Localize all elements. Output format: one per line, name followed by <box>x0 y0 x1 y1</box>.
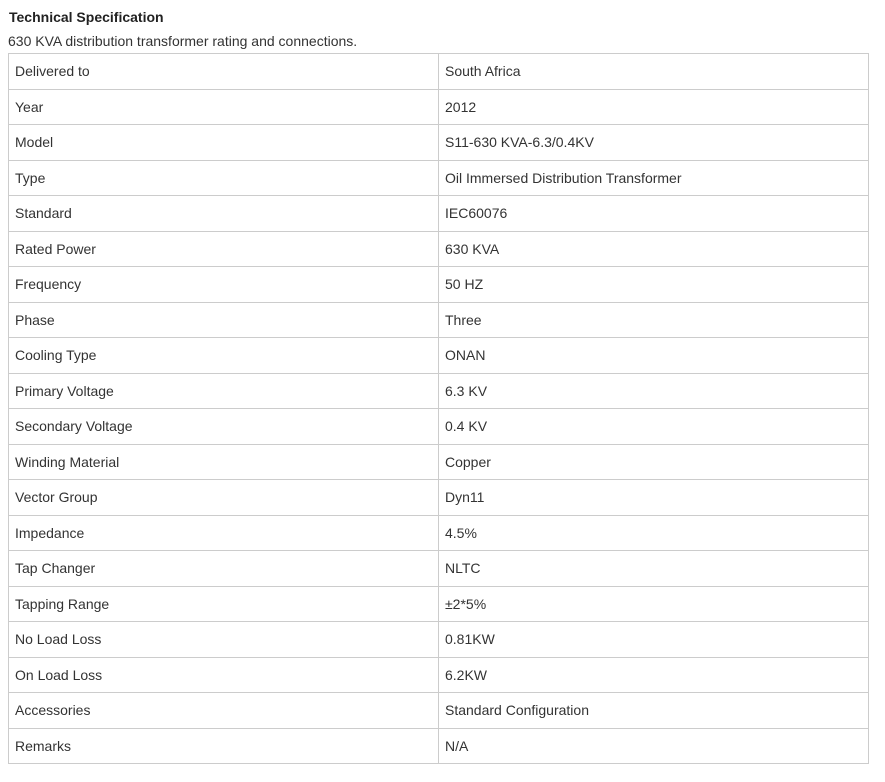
row-value: N/A <box>439 728 869 764</box>
row-value: Standard Configuration <box>439 693 869 729</box>
table-caption: 630 KVA distribution transformer rating and connections. <box>8 33 358 49</box>
table-row <box>9 196 869 232</box>
table-row <box>9 338 869 374</box>
table-row <box>9 89 869 125</box>
row-label: Rated Power <box>9 231 439 267</box>
table-row <box>9 231 869 267</box>
row-value: ±2*5% <box>439 586 869 622</box>
table-row <box>9 693 869 729</box>
row-value: 50 HZ <box>439 267 869 303</box>
table-row <box>9 267 869 303</box>
table-row <box>9 160 869 196</box>
row-label: On Load Loss <box>9 657 439 693</box>
table-row <box>9 54 869 90</box>
row-value: NLTC <box>439 551 869 587</box>
table-row <box>9 657 869 693</box>
row-label: Vector Group <box>9 480 439 516</box>
table-row <box>9 409 869 445</box>
table-row <box>9 622 869 658</box>
table-row <box>9 480 869 516</box>
row-value: S11-630 KVA-6.3/0.4KV <box>439 125 869 161</box>
row-label: Tapping Range <box>9 586 439 622</box>
table-row <box>9 551 869 587</box>
spec-table <box>8 53 869 764</box>
row-value: 630 KVA <box>439 231 869 267</box>
table-row <box>9 373 869 409</box>
row-label: Remarks <box>9 728 439 764</box>
row-label: Type <box>9 160 439 196</box>
row-value: Dyn11 <box>439 480 869 516</box>
row-label: Secondary Voltage <box>9 409 439 445</box>
table-row <box>9 125 869 161</box>
row-value: 6.3 KV <box>439 373 869 409</box>
table-row <box>9 586 869 622</box>
row-value: 6.2KW <box>439 657 869 693</box>
row-value: South Africa <box>439 54 869 90</box>
row-value: 4.5% <box>439 515 869 551</box>
row-label: Model <box>9 125 439 161</box>
row-label: Tap Changer <box>9 551 439 587</box>
row-value: 0.4 KV <box>439 409 869 445</box>
row-label: Primary Voltage <box>9 373 439 409</box>
row-label: No Load Loss <box>9 622 439 658</box>
section-title: Technical Specification <box>9 9 164 25</box>
row-label: Standard <box>9 196 439 232</box>
row-label: Phase <box>9 302 439 338</box>
row-label: Impedance <box>9 515 439 551</box>
row-label: Winding Material <box>9 444 439 480</box>
row-value: IEC60076 <box>439 196 869 232</box>
row-value: Oil Immersed Distribution Transformer <box>439 160 869 196</box>
row-value: Three <box>439 302 869 338</box>
row-label: Frequency <box>9 267 439 303</box>
table-row <box>9 444 869 480</box>
row-label: Cooling Type <box>9 338 439 374</box>
table-row <box>9 728 869 764</box>
row-label: Delivered to <box>9 54 439 90</box>
row-value: 0.81KW <box>439 622 869 658</box>
row-value: Copper <box>439 444 869 480</box>
row-value: 2012 <box>439 89 869 125</box>
table-row <box>9 515 869 551</box>
row-value: ONAN <box>439 338 869 374</box>
row-label: Year <box>9 89 439 125</box>
table-row <box>9 302 869 338</box>
row-label: Accessories <box>9 693 439 729</box>
